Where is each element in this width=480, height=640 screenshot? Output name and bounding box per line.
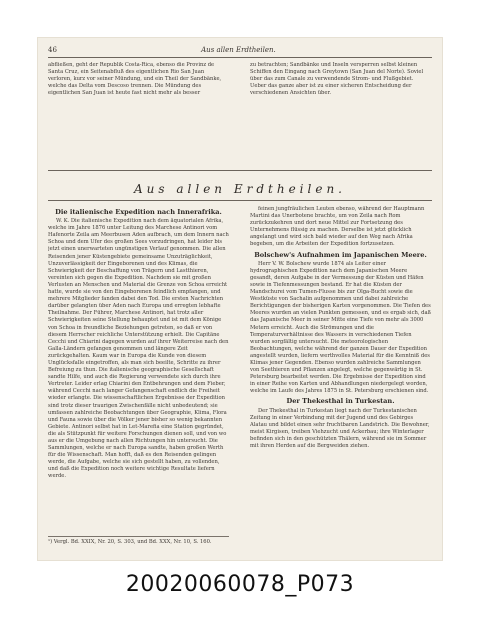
article-body: W. K. Die italienische Expedition nach dem äquatorialen Afrika, welche im Jahre 1876 unter Leitung des Marchese Antinori vom Hafenorte Zeila am Meerbusen Aden aufbrach, um dem Innern nach Schoa und dem Ufer des großen Sees vorzudringen, hat leider bis jetzt einen unerwarteten ungünstigen Verlauf genommen. Die allen Reisenden jener Küstengebiete gemeinsame Unzuträglichkeit, Unzuverlässigkeit der Eingeborenen und des Klimas, die Schwierigkeit der Beschaffung von Trägern und Lastthieren, vereinten sich gegen die Expedition. Nachdem sie mit großen Verlusten an Menschen und Material die Grenze von Schoa erreicht hatte, wurde sie von den Eingeborenen feindlich empfangen, und mehrere Mitglieder fanden dabei den Tod. Die ersten Nachrichten darüber gelangten über Aden nach Europa und erregten lebhafte Theilnahme. Der Führer, Marchese Antinori, hat trotz aller Schwierigkeiten seine Stellung behauptet und ist mit dem Könige von Schoa in freundliche Beziehungen getreten, so daß er von diesem Herrscher reichliche Unterstützung erhielt. Die Capitäne Cecchi und Chiarini dagegen wurden auf ihrer Weiterreise nach den Galla-Ländern gefangen genommen und längere Zeit zurückgehalten. Kaum war in Europa die Kunde von diesem Unglücksfalle eingetroffen, als man sich beeilte, Schritte zu ihrer Befreiung zu thun. Die italienische geographische Gesellschaft sandte Hilfe, und auch die Regierung verwendete sich durch ihre Vertreter. Leider erlag Chiarini den Entbehrungen und dem Fieber, während Cecchi nach langer Gefangenschaft endlich die Freiheit wieder erlangte. Die wissenschaftlichen Ergebnisse der Expedition sind trotz dieser traurigen Zwischenfälle nicht unbedeutend; sie umfassen zahlreiche Beobachtungen über Geographie, Klima, Flora und Fauna sowie über die Völker jener bisher so wenig bekannten Gebiete. Antinori selbst hat in Let-Marefia eine Station gegründet, die als Stützpunkt für weitere Forschungen dienen soll, und von wo aus er die Umgebung nach allen Richtungen hin untersucht. Die Sammlungen, welche er nach Europa sandte, haben großen Werth für die Wissenschaft. Man hofft, daß es den Reisenden gelingen werde, die Aufgabe, welche sie sich gestellt haben, zu vollenden, und daß die Expedition noch weitere wichtige Resultate liefern werde. — [48, 218, 229, 480]
footnote: ¹) Vergl. Bd. XXIX, Nr. 20, S. 303, und Bd. XXX, Nr. 10, S. 160. — [48, 536, 229, 546]
article-body: Herr V. W. Bolschew wurde 1874 als Leiter einer hydrographischen Expedition nach dem Japanischen Meere gesandt, deren Aufgabe in der Vermessung der Küsten und Häfen sowie in Tiefenmessungen bestand. Er hat die Küsten der Mandschurei vom Tumen-Flusse bis zur Olga-Bucht sowie die Westküste von Sachalin aufgenommen und dabei zahlreiche Berichtigungen der bisherigen Karten vorgenommen. Die Tiefen des Meeres wurden an vielen Punkten gemessen, und es ergab sich, daß das Japanische Meer in seiner Mitte eine Tiefe von mehr als 3000 Metern erreicht. Auch die Strömungen und die Temperaturverhältnisse des Wassers in verschiedenen Tiefen wurden sorgfältig untersucht. Die meteorologischen Beobachtungen, welche während der ganzen Dauer der Expedition angestellt wurden, liefern werthvolles Material für die Kenntniß des Klimas jener Gegenden. Ebenso wurden zahlreiche Sammlungen von Seethieren und Pflanzen angelegt, welche gegenwärtig in St. Petersburg bearbeitet werden. Die Ergebnisse der Expedition sind in einer Reihe von Karten und Abhandlungen niedergelegt worden, welche im Laufe des Jahres 1875 in St. Petersburg erschienen sind. — [250, 260, 431, 395]
top-left-paragraph: abfließen, geht der Republik Costa-Rica, ebenso die Provinz de Santa Cruz, ein Seitenabfluß des eigentlichen Rio San Juan verloren, kurz vor seiner Mündung, und ein Theil der Sandbänke, welche das Delta vom Descoso trennen. Die Mündung des eigentlichen San Juan ist heute fast nicht mehr als besser — [48, 62, 222, 97]
article-heading: Der Thekesthal in Turkestan. — [286, 397, 395, 406]
article-continuation: feinen jungfräulichen Leuten ebenso, während der Hauptmann Martini das Unerbotene brachte, um von Zeila nach Rom zurückzukehren und dort neue Mittel zur Fortsetzung des Unternehmens flüssig zu machen. Derselbe ist jetzt glücklich angelangt und wird sich bald wieder auf den Weg nach Afrika begeben, um die Arbeiten der Expedition fortzusetzen. — [250, 206, 425, 248]
section-rule-bottom — [48, 200, 432, 201]
section-title: Aus allen Erdtheilen. — [134, 182, 346, 196]
archive-caption: 20020060078_P073 — [125, 572, 355, 597]
left-column — [48, 206, 229, 532]
article-body: Der Thekesthal in Turkestan liegt nach der Turkestanischen Zeitung in einer Verbindung mit der Jugend und des Gebirges Alatau und bildet einen sehr fruchtbaren Landstrich. Die Bewohner, meist Kirgisen, treiben Viehzucht und Ackerbau; ihre Winterlager befinden sich in den geschützten Thälern, während sie im Sommer mit ihren Herden auf die Bergweiden ziehen. — [250, 407, 430, 449]
right-column — [250, 206, 431, 552]
page-header — [48, 44, 432, 56]
article-heading: Die italienische Expedition nach Innerafrika. — [55, 208, 222, 216]
header-rule — [48, 57, 432, 58]
running-title: Aus allen Erdtheilen. — [201, 46, 276, 54]
scanned-page — [38, 38, 442, 560]
section-rule-top — [48, 170, 432, 171]
page-number: 46 — [48, 46, 57, 54]
article-heading: Bolschew's Aufnahmen im Japanischen Meere. — [254, 250, 427, 259]
top-right-paragraph: zu betrachten; Sandbänke und Inseln versperren selbst kleinen Schiffen den Eingang nach Greytown (San Juan del Norte). Soviel über das zum Canale zu verwendende Strom- und Flußgebiet. Ueber das ganze aber ist zu einer sicheren Entscheidung der verschiedenen Ansichten über. — [250, 62, 424, 97]
